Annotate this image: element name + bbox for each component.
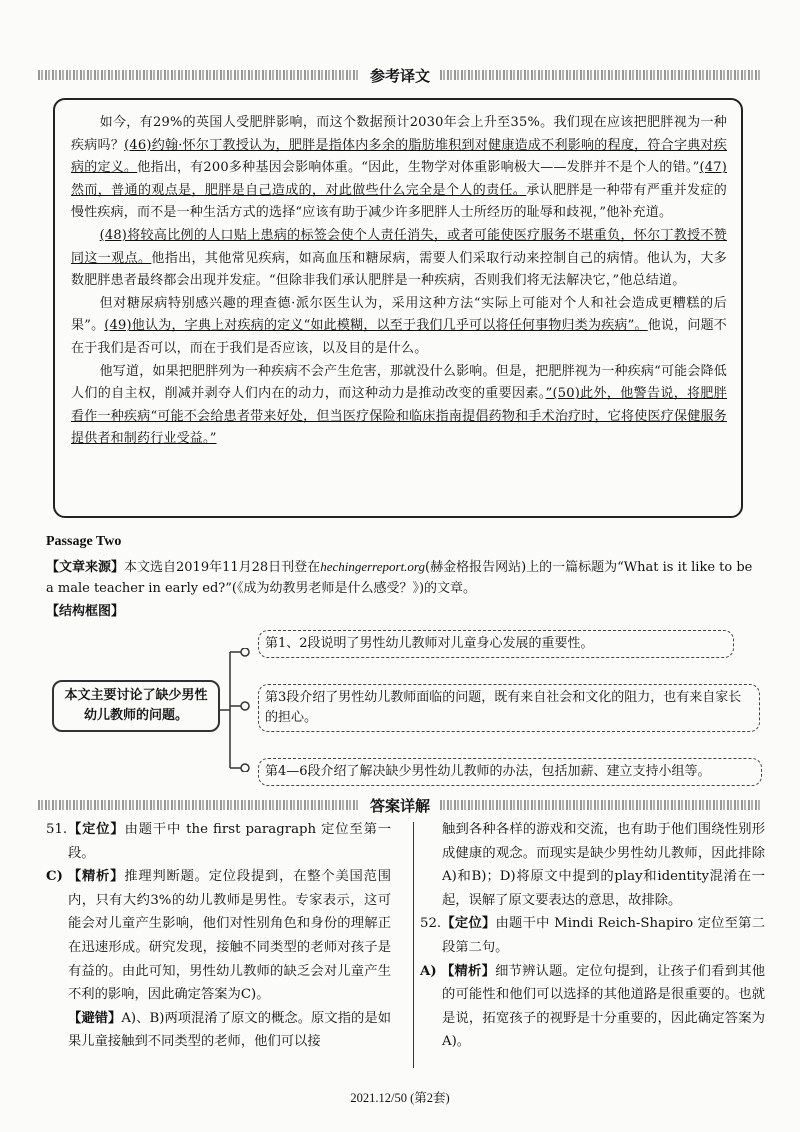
page-footer: 2021.12/50 (第2套) xyxy=(350,1091,450,1105)
diagram-node-3: 第4—6段介绍了解决缺少男性幼儿教师的办法，包括加薪、建立支持小组等。 xyxy=(258,758,762,786)
answers-right-column xyxy=(420,818,765,1054)
diagram-main-topic: 本文主要讨论了缺少男性幼儿教师的问题。 xyxy=(52,680,220,732)
header-stripe-right xyxy=(440,70,762,80)
answers-stripe-right xyxy=(440,800,762,810)
answers-left-column xyxy=(46,818,391,1054)
answers-title: 答案详解 xyxy=(370,796,431,815)
translation-paragraph-4: 他写道，如果把肥胖列为一种疾病不会产生危害，那就没什么影响。但是，把肥胖视为一种疾病“可能会降低人们的自主权，削减并剥夺人们内在的动力，而这种动力是推动改变的重要因素。”(50)此外，他警告说，将肥胖看作一种疾病“可能不会给患者带来好处，但当医疗保险和临床指南提倡药物和手术治疗时，它将使医疗保健服务提供者和制药行业受益。” xyxy=(71,363,727,447)
passage-title: Passage Two xyxy=(46,534,122,549)
header-stripe-left xyxy=(38,70,360,80)
translation-paragraph-2: (48)将较高比例的人口贴上患病的标签会使个人责任消失，或者可能使医疗服务不堪重负，怀尔丁教授不赞同这一观点。他指出，其他常见疾病，如高血压和糖尿病，需要人们采取行动来控制自己的病情。他认为，大多数肥胖患者最终都会出现并发症。“但除非我们承认肥胖是一种疾病，否则我们将无法解决它，”他总结道。 xyxy=(71,227,727,289)
answers-stripe-left xyxy=(38,800,360,810)
structure-label: 【结构框图】 xyxy=(46,604,125,619)
q51-locate: 51.【定位】由题干中 the first paragraph 定位至第一段。 xyxy=(46,822,392,861)
translation-header xyxy=(38,62,762,88)
translation-paragraph-1: 如今，有29%的英国人受肥胖影响，而这个数据预计2030年会上升至35%。我们现在应该把肥胖视为一种疾病吗？(46)约翰·怀尔丁教授认为，肥胖是指体内多余的脂肪堆积到对健康造成不利影响的程度，符合字典对疾病的定义。他指出，有200多种基因会影响体重。“因此，生物学对体重影响极大——发胖并不是个人的错。”(47)然而，普通的观点是，肥胖是自己造成的，对此做些什么完全是个人的责任。承认肥胖是一种带有严重并发症的慢性疾病，而不是一种生活方式的选择“应该有助于减少许多肥胖人士所经历的耻辱和歧视，”他补充道。 xyxy=(71,115,727,221)
q51-avoid-continued: 触到各种各样的游戏和交流，也有助于他们围绕性别形成健康的观念。而现实是缺少男性幼儿教师，因此排除A)和B)；D)将原文中提到的play和identity混淆在一起，误解了原文要表达的意思，故排除。 xyxy=(442,822,765,908)
column-divider xyxy=(413,822,414,1068)
diagram-node-1: 第1、2段说明了男性幼儿教师对儿童身心发展的重要性。 xyxy=(258,630,734,658)
q51-analysis: C) 【精析】推理判断题。定位段提到，在整个美国范围内，只有大约3%的幼儿教师是男性。专家表示，这可能会对儿童产生影响，他们对性别角色和身份的理解正在迅速形成。研究发现，接触不同类型的老师对孩子是有益的。由此可知，男性幼儿教师的缺乏会对儿童产生不利的影响，因此确定答案为C)。 xyxy=(46,869,392,1003)
translation-title: 参考译文 xyxy=(370,66,431,85)
source-site: hechingerreport.org xyxy=(320,559,426,574)
q51-avoid: 【避错】A)、B)两项混淆了原文的概念。原文指的是如果儿童接触到不同类型的老师，他们可以接 xyxy=(68,1010,391,1050)
q52-locate: 52.【定位】由题干中 Mindi Reich-Shapiro 定位至第二段第二句。 xyxy=(420,916,765,955)
translation-paragraph-3: 但对糖尿病特别感兴趣的理查德·派尔医生认为，采用这种方法“实际上可能对个人和社会造成更糟糕的后果”。(49)他认为，字典上对疾病的定义“如此模糊，以至于我们几乎可以将任何事物归类为疾病”。他说，问题不在于我们是否可以，而在于我们是否应该，以及目的是什么。 xyxy=(71,295,727,356)
answers-header xyxy=(38,792,762,818)
diagram-connector xyxy=(220,648,250,772)
article-source: 【文章来源】本文选自2019年11月28日刊登在hechingerreport.org(赫金格报告网站)上的一篇标题为“What is it like to be a male teacher in early ed?”(《成为幼教男老师是什么感受？》)的文章。 xyxy=(46,559,753,596)
q52-analysis: A) 【精析】细节辨认题。定位句提到，让孩子们看到其他的可能性和他们可以选择的其他道路是很重要的。也就是说，拓宽孩子的视野是十分重要的，因此确定答案为A)。 xyxy=(420,963,765,1050)
translation-box xyxy=(53,98,743,518)
diagram-node-2: 第3段介绍了男性幼儿教师面临的问题，既有来自社会和文化的阻力，也有来自家长的担心。 xyxy=(258,684,760,732)
